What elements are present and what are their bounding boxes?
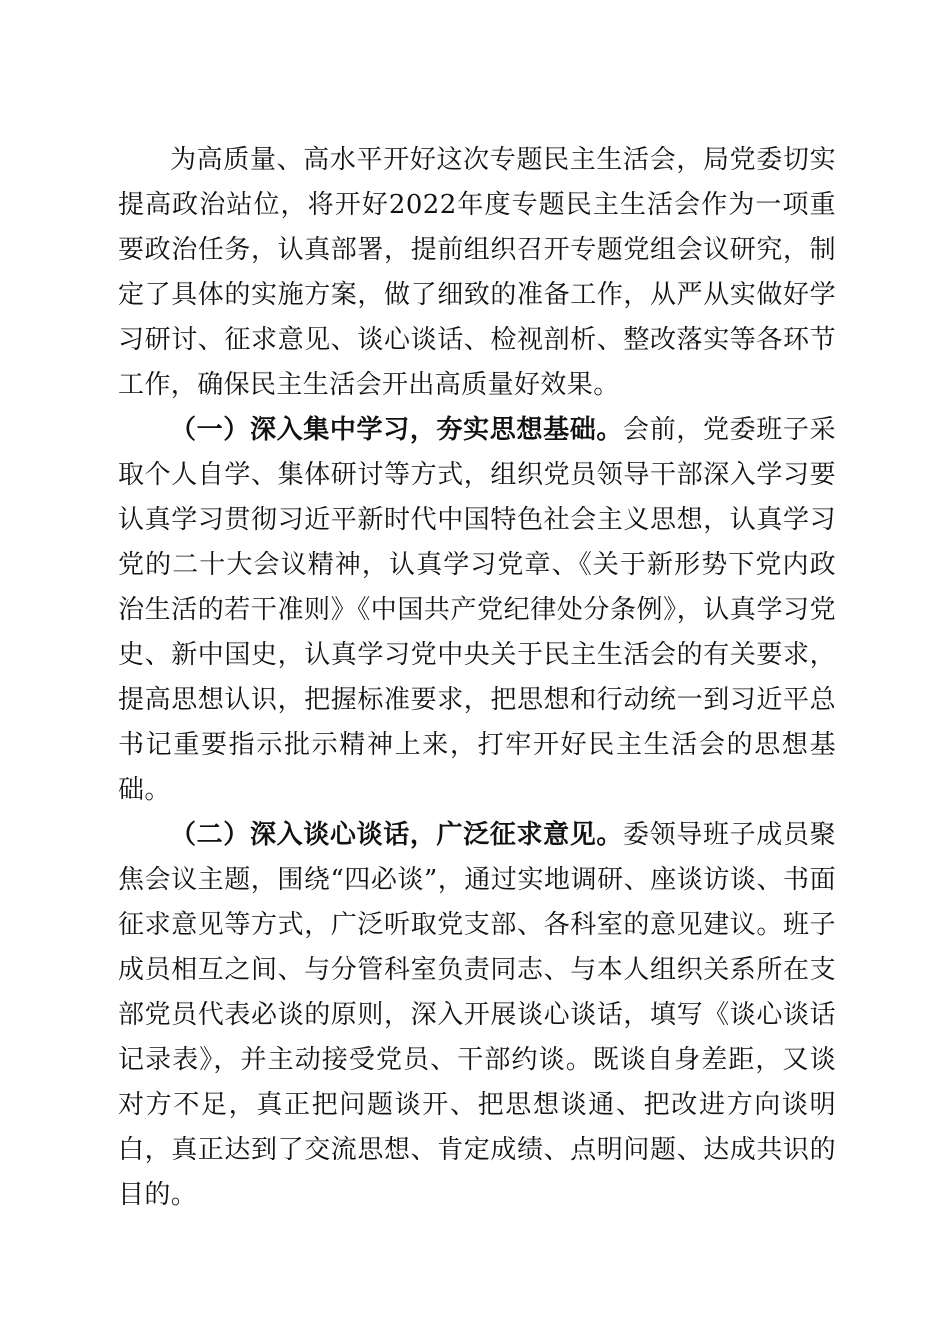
intro-paragraph xyxy=(118,138,836,408)
intro-paragraph-text: 为高质量、高水平开好这次专题民主生活会，局党委切实提高政治站位，将开好2022年度专题民主生活会作为一项重要政治任务，认真部署，提前组织召开专题党组会议研究，制定了具体的实施方案，做了细致的准备工作，从严从实做好学习研讨、征求意见、谈心谈话、检视剖析、整改落实等各环节工作，确保民主生活会开出高质量好效果。 xyxy=(118,145,836,400)
section-1-text: 会前，党委班子采取个人自学、集体研讨等方式，组织党员领导干部深入学习要认真学习贯彻习近平新时代中国特色社会主义思想，认真学习党的二十大会议精神，认真学习党章、《关于新形势下党内政治生活的若干准则》《中国共产党纪律处分条例》，认真学习党史、新中国史，认真学习党中央关于民主生活会的有关要求，提高思想认识，把握标准要求，把思想和行动统一到习近平总书记重要指示批示精神上来，打牢开好民主生活会的思想基础。 xyxy=(118,415,836,805)
section-2-paragraph xyxy=(118,813,836,1218)
section-2-text: 委领导班子成员聚焦会议主题，围绕“四必谈”，通过实地调研、座谈访谈、书面征求意见等方式，广泛听取党支部、各科室的意见建议。班子成员相互之间、与分管科室负责同志、与本人组织关系所在支部党员代表必谈的原则，深入开展谈心谈话，填写《谈心谈话记录表》，并主动接受党员、干部约谈。既谈自身差距，又谈对方不足，真正把问题谈开、把思想谈通、把改进方向谈明白，真正达到了交流思想、肯定成绩、点明问题、达成共识的目的。 xyxy=(118,820,836,1210)
section-2-heading: （二）深入谈心谈话，广泛征求意见。 xyxy=(170,820,624,850)
section-1-heading: （一）深入集中学习，夯实思想基础。 xyxy=(170,415,624,445)
section-1-paragraph xyxy=(118,408,836,813)
document-body xyxy=(118,138,836,1218)
